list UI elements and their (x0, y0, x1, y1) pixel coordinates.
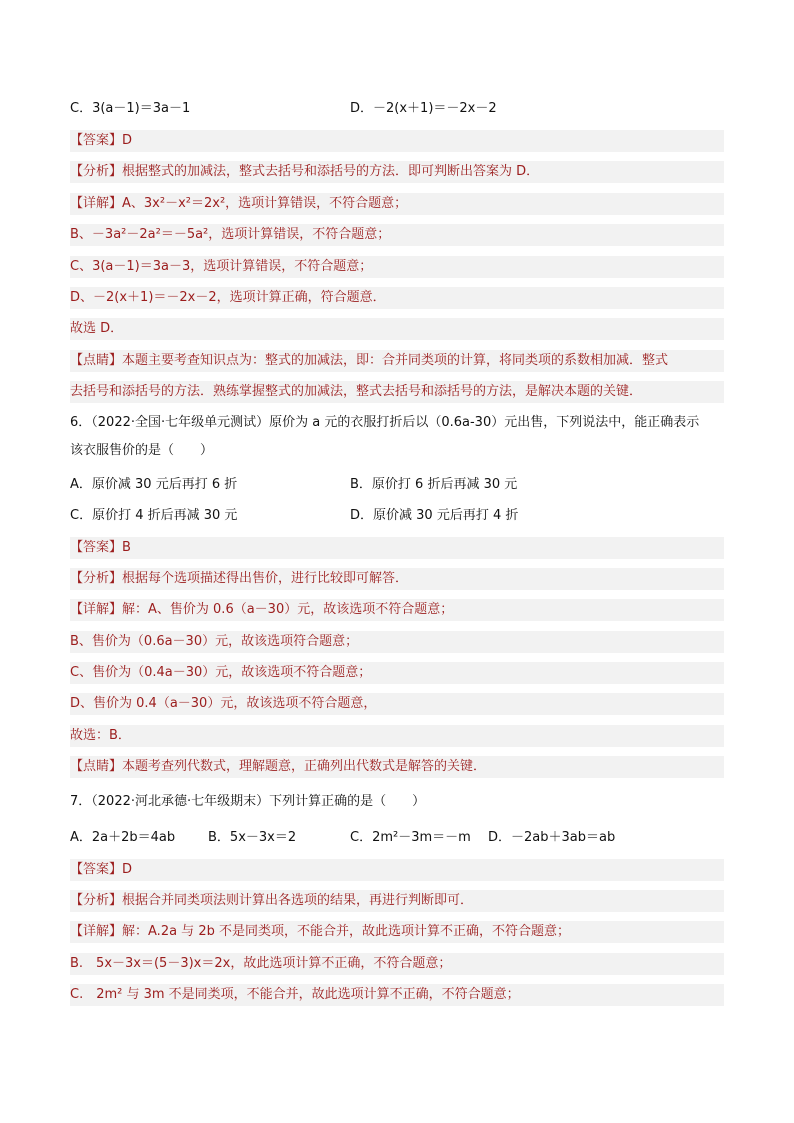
comment-tag: 【点睛】 (70, 759, 123, 774)
q5-answer (70, 130, 724, 152)
q5-analysis (70, 161, 724, 183)
detail-text: 解：A.2a 与 2b 不是同类项，不能合并，故此选项计算不正确，不符合题意； (122, 924, 570, 939)
q7-option-b[interactable]: B．5x－3x＝2 (208, 830, 297, 845)
q7-option-c[interactable]: C．2m²－3m＝－m (350, 830, 471, 845)
detail-tag: 【详解】 (70, 196, 123, 211)
q6-option-a[interactable]: A．原价减 30 元后再打 6 折 (70, 477, 238, 492)
answer-value: D (122, 133, 133, 148)
q6-options-ab (70, 474, 724, 496)
detail-text: 解：A、售价为 0.6（a－30）元，故该选项不符合题意； (122, 602, 454, 617)
answer-value: B (122, 540, 131, 555)
analysis-tag: 【分析】 (70, 571, 123, 586)
detail-tag: 【详解】 (70, 924, 123, 939)
detail-text: A、3x²－x²＝2x²，选项计算错误，不符合题意； (122, 196, 408, 211)
analysis-text: 根据整式的加减法，整式去括号和添括号的方法．即可判断出答案为 D． (122, 164, 540, 179)
q6-option-b[interactable]: B．原价打 6 折后再减 30 元 (350, 477, 518, 492)
q6-option-d[interactable]: D．原价减 30 元后再打 4 折 (350, 508, 519, 523)
q6-detail-d: D、售价为 0.4（a－30）元，故该选项不符合题意， (70, 693, 724, 715)
q6-stem-1: 6．（2022·全国·七年级单元测试）原价为 a 元的衣服打折后以（0.6a-30）元出售，下列说法中，能正确表示 (70, 415, 700, 430)
q5-option-c[interactable]: C．3(a－1)＝3a－1 (70, 101, 191, 116)
q6-analysis (70, 568, 724, 590)
comment-text: 本题主要考查知识点为：整式的加减法，即：合并同类项的计算，将同类项的系数相加减．整式 (122, 353, 669, 368)
q6-detail-c: C、售价为（0.4a－30）元，故该选项不符合题意； (70, 662, 724, 684)
analysis-tag: 【分析】 (70, 164, 123, 179)
answer-tag: 【答案】 (70, 540, 123, 555)
q6-option-c[interactable]: C．原价打 4 折后再减 30 元 (70, 508, 238, 523)
q7-stem: 7．（2022·河北承德·七年级期末）下列计算正确的是（ ） (70, 794, 426, 809)
analysis-text: 根据合并同类项法则计算出各选项的结果，再进行判断即可． (122, 893, 474, 908)
q7-option-d[interactable]: D．－2ab＋3ab＝ab (488, 830, 616, 845)
q5-detail-c: C、3(a－1)＝3a－3，选项计算错误，不符合题意； (70, 256, 724, 278)
q7-detail-a (70, 921, 724, 943)
answer-tag: 【答案】 (70, 133, 123, 148)
q6-detail-b: B、售价为（0.6a－30）元，故该选项符合题意； (70, 631, 724, 653)
q7-detail-c: C. 2m² 与 3m 不是同类项，不能合并，故此选项计算不正确，不符合题意； (70, 984, 724, 1006)
detail-tag: 【详解】 (70, 602, 123, 617)
q7-answer (70, 859, 724, 881)
analysis-text: 根据每个选项描述得出售价，进行比较即可解答． (122, 571, 409, 586)
q5-detail-d: D、－2(x＋1)＝－2x－2，选项计算正确，符合题意． (70, 287, 724, 309)
q5-comment-2: 去括号和添括号的方法．熟练掌握整式的加减法，整式去括号和添括号的方法，是解决本题的关键． (70, 381, 724, 403)
q7-detail-b: B. 5x－3x＝(5－3)x＝2x，故此选项计算不正确，不符合题意； (70, 953, 724, 975)
q6-answer (70, 537, 724, 559)
q5-options-cd (70, 98, 724, 120)
answer-value: D (122, 862, 133, 877)
q7-analysis (70, 890, 724, 912)
q5-comment-1 (70, 350, 724, 372)
q6-conclusion: 故选：B． (70, 725, 724, 747)
q5-detail-b: B、－3a²－2a²＝－5a²，选项计算错误，不符合题意； (70, 224, 724, 246)
q7-option-a[interactable]: A．2a＋2b＝4ab (70, 830, 176, 845)
q6-options-cd (70, 505, 724, 527)
q6-detail-a (70, 599, 724, 621)
q5-detail-a (70, 193, 724, 215)
answer-tag: 【答案】 (70, 862, 123, 877)
analysis-tag: 【分析】 (70, 893, 123, 908)
q6-stem-2: 该衣服售价的是（ ） (70, 443, 214, 458)
q5-conclusion: 故选 D． (70, 318, 724, 340)
q5-option-d[interactable]: D．－2(x＋1)＝－2x－2 (350, 101, 497, 116)
q6-comment (70, 756, 724, 778)
comment-tag: 【点睛】 (70, 353, 123, 368)
comment-text: 本题考查列代数式，理解题意，正确列出代数式是解答的关键． (122, 759, 487, 774)
q7-options (70, 827, 724, 849)
